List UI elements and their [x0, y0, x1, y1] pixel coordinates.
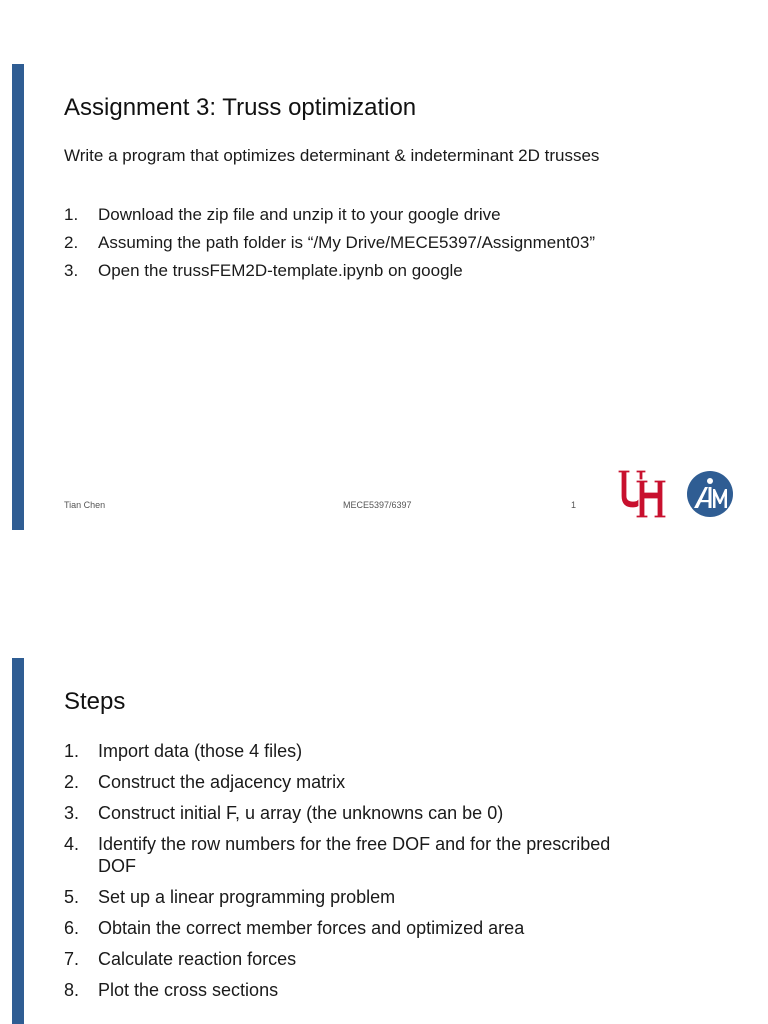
list-text: Obtain the correct member forces and optimized area [98, 918, 525, 938]
footer-course: MECE5397/6397 [343, 500, 412, 510]
slide-title: Steps [64, 688, 126, 715]
slide-subtitle: Write a program that optimizes determinant & indeterminant 2D trusses [64, 146, 600, 165]
list-number: 4. [64, 834, 80, 854]
list-item [64, 260, 724, 282]
list-item [64, 948, 634, 970]
list-item [64, 802, 634, 824]
list-text: Import data (those 4 files) [98, 741, 303, 761]
list-text: Set up a linear programming problem [98, 887, 396, 907]
list-number: 2. [64, 233, 79, 252]
list-number: 6. [64, 918, 80, 938]
list-item [64, 204, 724, 226]
list-number: 7. [64, 949, 80, 969]
list-text: Open the trussFEM2D-template.ipynb on google [98, 261, 463, 280]
slide-title: Assignment 3: Truss optimization [64, 94, 417, 121]
footer-author: Tian Chen [64, 500, 106, 510]
footer-page-number: 1 [571, 500, 577, 510]
list-item [64, 886, 634, 908]
list-item [64, 771, 634, 793]
list-text: Calculate reaction forces [98, 949, 297, 969]
list-item [64, 979, 634, 1001]
list-text: Identify the row numbers for the free DOF and for the prescribed DOF [98, 834, 611, 876]
accent-bar [12, 658, 24, 1024]
aim-logo [686, 470, 734, 518]
list-number: 3. [64, 803, 80, 823]
list-number: 1. [64, 205, 79, 224]
list-text: Plot the cross sections [98, 980, 279, 1000]
list-item [64, 740, 634, 762]
uh-logo [616, 468, 668, 520]
instruction-list [64, 204, 724, 288]
list-text: Construct initial F, u array (the unknowns can be 0) [98, 803, 504, 823]
list-number: 2. [64, 772, 80, 792]
list-item [64, 917, 634, 939]
list-item [64, 232, 724, 254]
list-number: 1. [64, 741, 80, 761]
list-text: Construct the adjacency matrix [98, 772, 346, 792]
list-number: 5. [64, 887, 80, 907]
list-number: 3. [64, 261, 79, 280]
accent-bar [12, 64, 24, 530]
steps-list [64, 740, 634, 1010]
slide-2 [0, 600, 768, 1024]
list-text: Assuming the path folder is “/My Drive/MECE5397/Assignment03” [98, 233, 595, 252]
list-number: 8. [64, 980, 80, 1000]
list-item [64, 833, 634, 877]
list-text: Download the zip file and unzip it to your google drive [98, 205, 501, 224]
